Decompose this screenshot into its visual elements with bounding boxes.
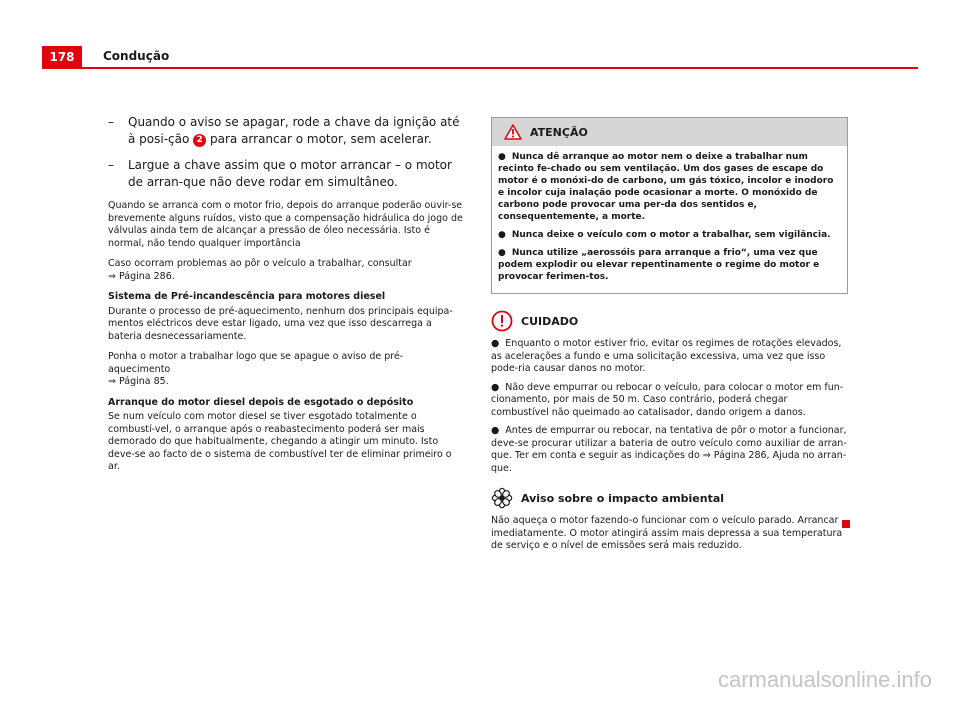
- warning-item-text: Nunca deixe o veículo com o motor a trabalhar, sem vigilância.: [511, 230, 831, 240]
- instruction-step: [108, 114, 463, 148]
- page-number: 178: [42, 46, 82, 68]
- caution-title: CUIDADO: [521, 314, 579, 328]
- warning-item: [498, 247, 841, 283]
- warning-triangle-icon: [504, 124, 522, 140]
- header-rule: [42, 67, 918, 69]
- step-text: Largue a chave assim que o motor arrancar – o motor de arran-que não deve rodar em simultâneo.: [128, 158, 452, 189]
- step-text-start: Quando o aviso se apagar, rode a chave da ignição até à posi-ção: [128, 115, 460, 146]
- diesel-empty-heading: Arranque do motor diesel depois de esgotado o depósito: [108, 396, 414, 408]
- environment-section: [491, 487, 848, 553]
- caution-item: [491, 382, 848, 420]
- chapter-title: Condução: [103, 49, 170, 63]
- bullet: ●: [491, 425, 500, 436]
- caution-item-text: Antes de empurrar ou rebocar, na tentativa de pôr o motor a funcionar, deve-se procurar utilizar a bateria de outro veículo como auxiliar de arran-que. Ter em conta e seguir as indicações do ⇒ Página 286, Ajuda no arran-que.: [491, 425, 847, 474]
- section-end-marker: [842, 520, 850, 528]
- problems-text: Caso ocorram problemas ao pôr o veículo a trabalhar, consultar: [108, 258, 412, 269]
- bullet: ●: [498, 230, 506, 240]
- position-2-marker: 2: [193, 134, 206, 147]
- instruction-step: [108, 157, 463, 191]
- warning-box: [491, 117, 848, 294]
- warning-item: [498, 151, 841, 223]
- warning-item-text: Nunca utilize „aerossóis para arranque a frio“, uma vez que podem explodir ou elevar repentinamente o regime do motor e provocar ferimen-tos.: [498, 248, 820, 282]
- caution-section: [491, 310, 848, 475]
- warning-body: [492, 146, 847, 293]
- caution-header: [491, 310, 848, 332]
- cold-start-paragraph: Quando se arranca com o motor frio, depois do arranque poderão ouvir-se brevemente alguns ruídos, visto que a compensação hidráulica do jogo de válvulas ainda tem de alcançar a pressão de óleo necessária. Isto é normal, não tendo qualquer importância: [108, 200, 463, 249]
- environment-header: [491, 487, 848, 509]
- page-reference-link[interactable]: ⇒ Página 85.: [108, 376, 169, 387]
- warning-item: [498, 229, 841, 241]
- warning-item-text: Nunca dê arranque ao motor nem o deixe a trabalhar num recinto fe-chado ou sem ventilação. Um dos gases de escape do motor é o monóxi-do de carbono, um gás tóxico, incolor e inodoro e incolor cuja inalação pode ocasionar a morte. O monóxido de carbono pode provocar uma per-da dos sentidos e, consequentemente, a morte.: [498, 152, 834, 222]
- preheat-warning-paragraph: [108, 351, 463, 389]
- page-reference-link[interactable]: ⇒ Página 286.: [108, 270, 175, 282]
- right-column: [491, 117, 848, 553]
- caution-item: [491, 425, 848, 475]
- flower-icon: [491, 487, 513, 509]
- bullet: ●: [498, 248, 506, 258]
- step-dash: –: [108, 115, 114, 129]
- left-column: [108, 114, 463, 482]
- warning-title: ATENÇÃO: [530, 125, 588, 139]
- step-dash: –: [108, 158, 114, 172]
- watermark: carmanualsonline.info: [717, 667, 932, 692]
- environment-title: Aviso sobre o impacto ambiental: [521, 491, 725, 505]
- preheat-heading: Sistema de Pré-incandescência para motores diesel: [108, 291, 386, 302]
- caution-item: [491, 338, 848, 376]
- caution-item-text: Enquanto o motor estiver frio, evitar os regimes de rotações elevados, as acelerações a fundo e uma solicitação excessiva, uma vez que isso pode-ria causar danos no motor.: [491, 338, 842, 374]
- problems-paragraph: [108, 258, 463, 283]
- diesel-empty-paragraph: Se num veículo com motor diesel se tiver esgotado totalmente o combustí-vel, o arranque após o reabastecimento poderá ser mais demorado do que habitualmente, chegando a atingir um minuto. Isto deve-se ao facto de o sistema de combustível ter de eliminar primeiro o ar.: [108, 411, 452, 472]
- preheat-warning-text: Ponha o motor a trabalhar logo que se apague o aviso de pré-aquecimento: [108, 351, 404, 375]
- environment-text: Não aqueça o motor fazendo-o funcionar com o veículo parado. Arrancar imediatamente. O motor atingirá assim mais depressa a sua temperatura de serviço e o nível de emissões será mais reduzido.: [491, 515, 843, 551]
- warning-header: [492, 118, 847, 146]
- exclamation-circle-icon: [491, 310, 513, 332]
- bullet: ●: [498, 152, 506, 162]
- step-text-end: para arrancar o motor, sem acelerar.: [210, 132, 432, 146]
- preheat-paragraph: Durante o processo de pré-aquecimento, nenhum dos principais equipa-mentos eléctricos deve estar ligado, uma vez que isso descarrega a bateria desnecessariamente.: [108, 305, 453, 342]
- bullet: ●: [491, 338, 500, 349]
- caution-item-text: Não deve empurrar ou rebocar o veículo, para colocar o motor em fun-cionamento, por mais de 50 m. Caso contrário, poderá chegar combustível não queimado ao catalisador, dando origem a danos.: [491, 381, 844, 418]
- bullet: ●: [491, 381, 500, 393]
